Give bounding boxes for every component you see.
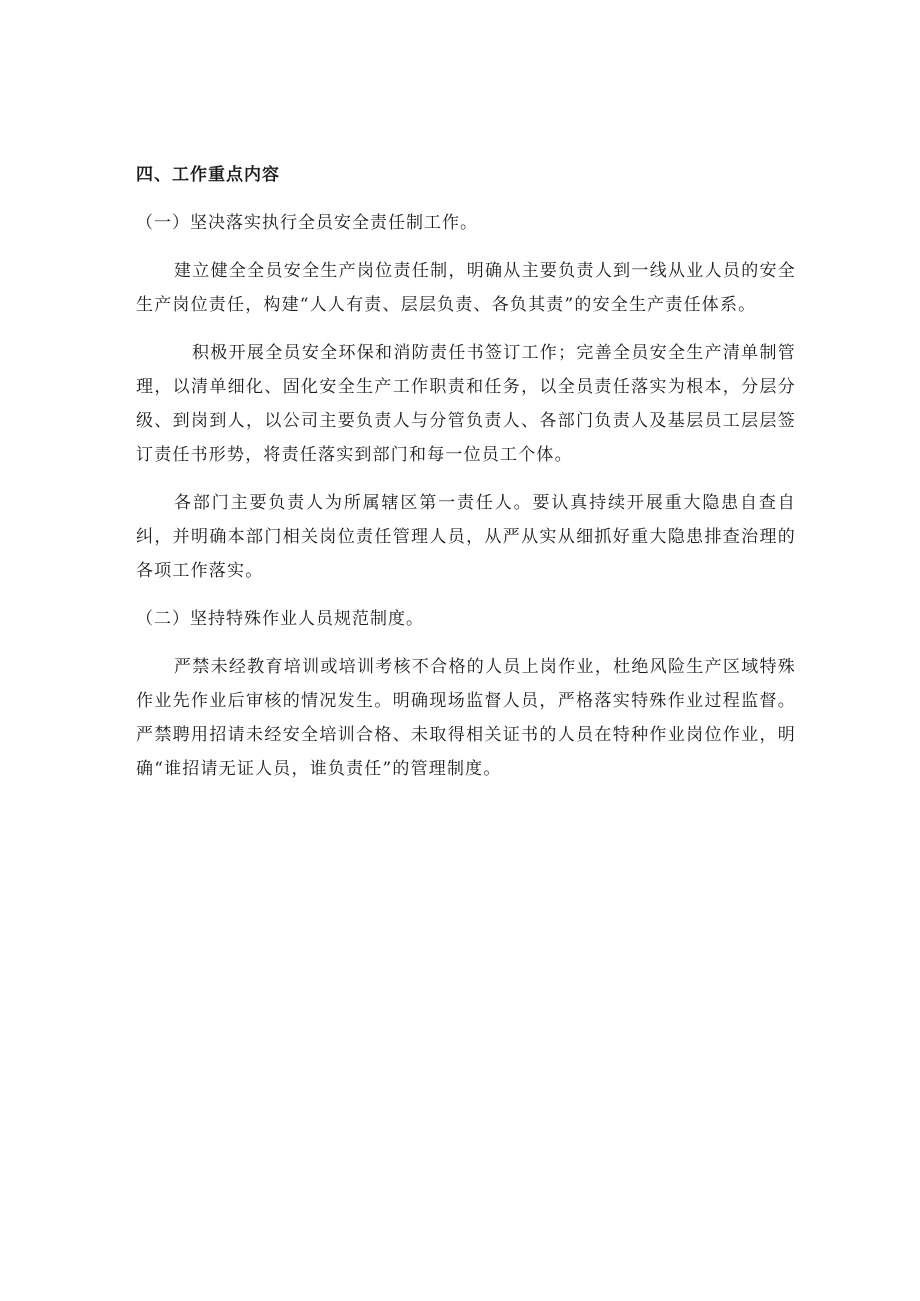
part2-title: （二）坚持特殊作业人员规范制度。 [136, 609, 424, 629]
part1-paragraph-1: 建立健全全员安全生产岗位责任制，明确从主要负责人到一线从业人员的安全生产岗位责任，构建“人人有责、层层负责、各负其责”的安全生产责任体系。 [136, 261, 796, 315]
section-title: 四、工作重点内容 [136, 165, 280, 185]
part1-paragraph-3: 各部门主要负责人为所属辖区第一责任人。要认真持续开展重大隐患自查自纠，并明确本部门相关岗位责任管理人员，从严从实从细抓好重大隐患排查治理的各项工作落实。 [136, 493, 796, 581]
document-body [136, 158, 796, 800]
part2-paragraph-1: 严禁未经教育培训或培训考核不合格的人员上岗作业，杜绝风险生产区域特殊作业先作业后审核的情况发生。明确现场监督人员，严格落实特殊作业过程监督。严禁聘用招请未经安全培训合格、未取得相关证书的人员在特种作业岗位作业，明确“谁招请无证人员，谁负责任”的管理制度。 [136, 657, 796, 779]
part1-title: （一）坚决落实执行全员安全责任制工作。 [136, 213, 478, 233]
part1-paragraph-2: 积极开展全员安全环保和消防责任书签订工作；完善全员安全生产清单制管理，以清单细化、固化安全生产工作职责和任务，以全员责任落实为根本，分层分级、到岗到人，以公司主要负责人与分管负责人、各部门负责人及基层员工层层签订责任书形势，将责任落实到部门和每一位员工个体。 [136, 343, 796, 465]
